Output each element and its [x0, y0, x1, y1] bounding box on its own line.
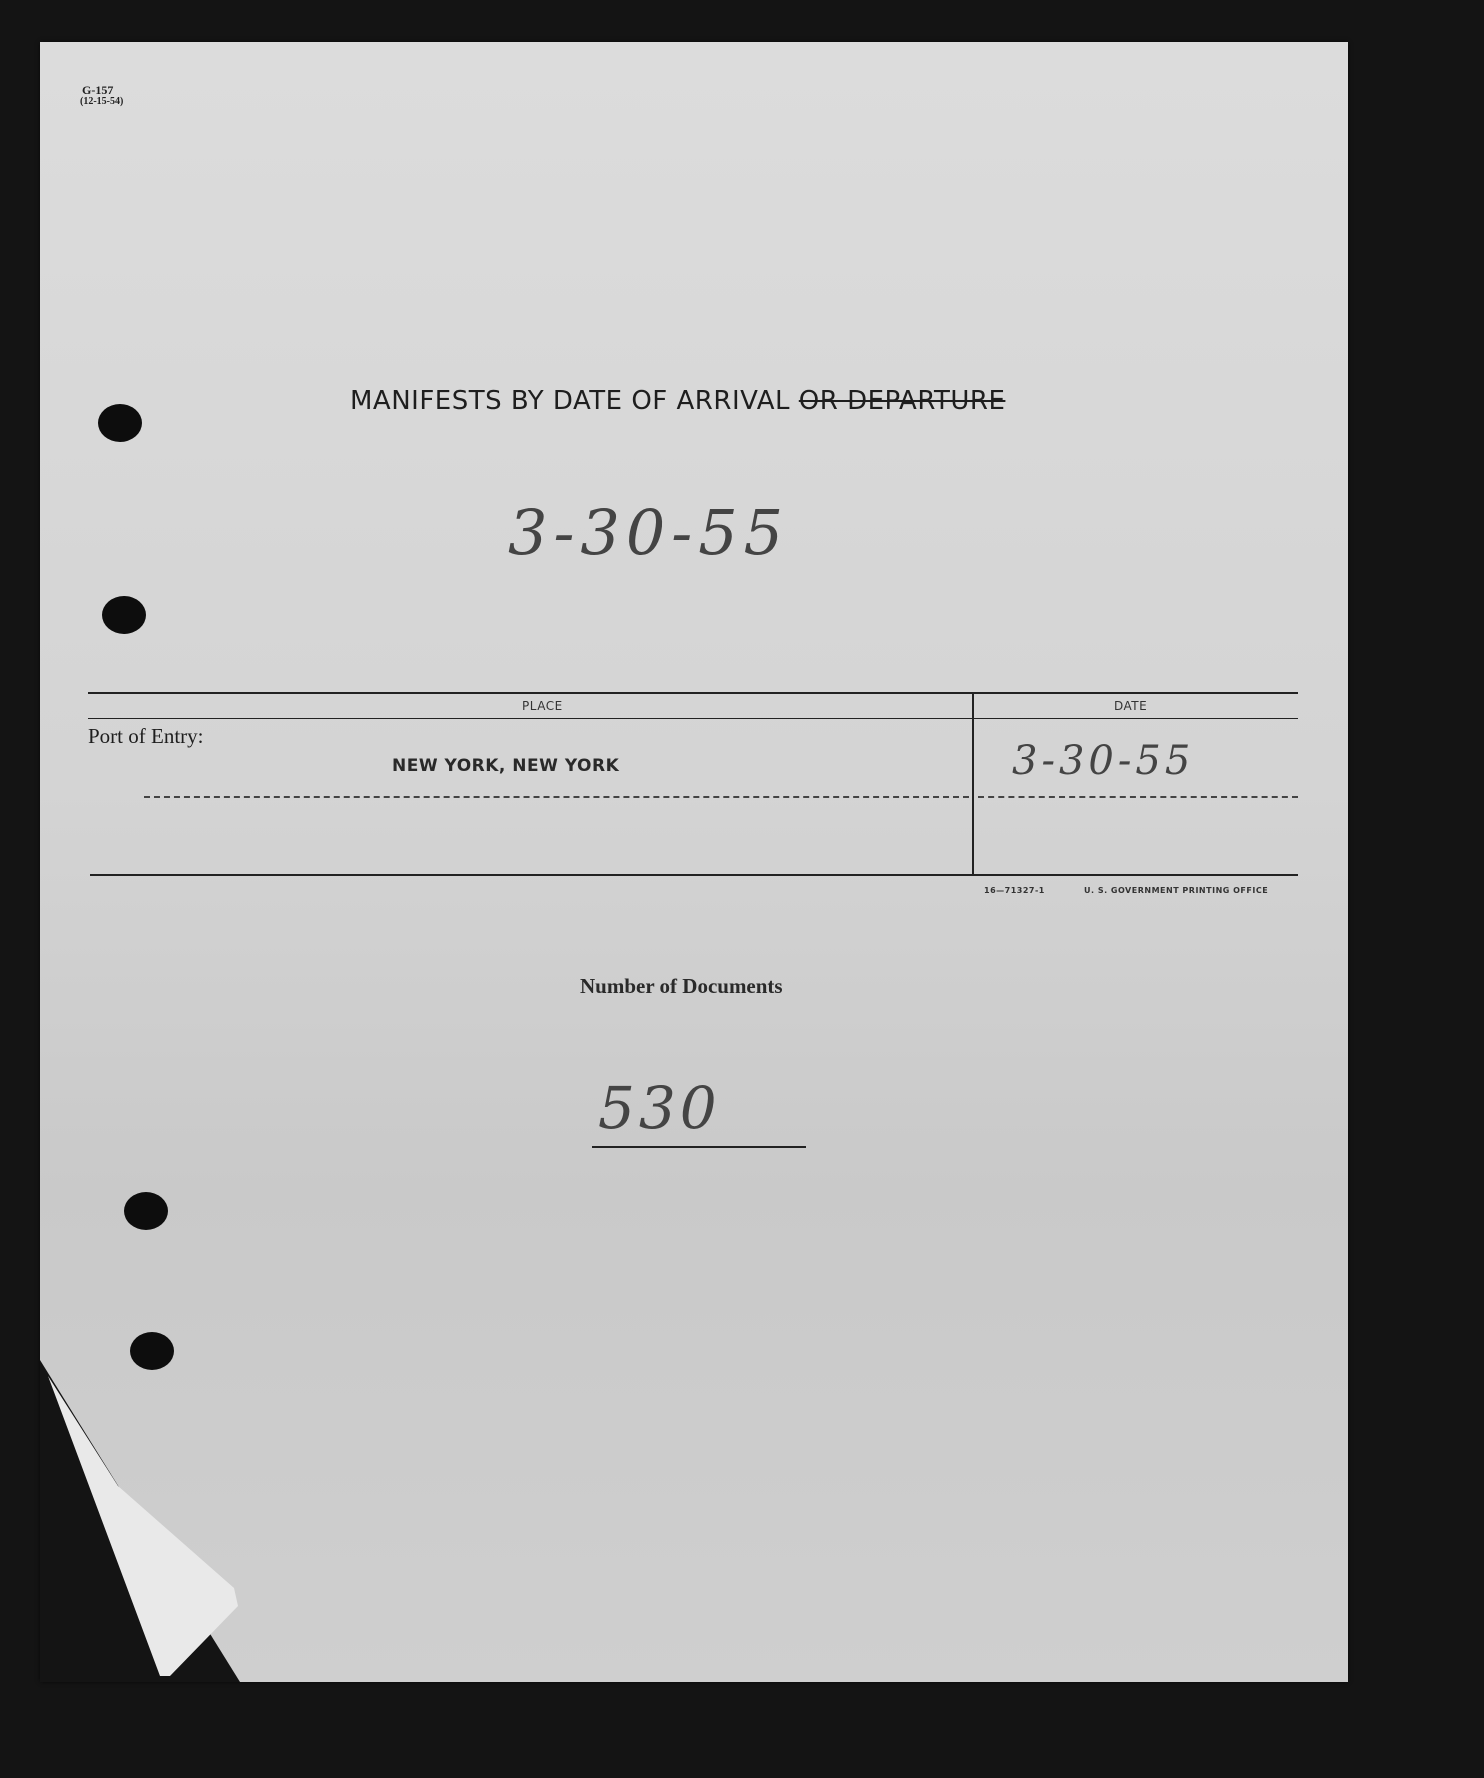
form-code — [82, 84, 123, 108]
title-struck-text: OR DEPARTURE — [798, 386, 1006, 416]
port-of-entry-label: Port of Entry: — [88, 724, 204, 748]
handwritten-document-count: 530 — [598, 1074, 721, 1142]
page-title — [350, 386, 1005, 416]
date-column-header: DATE — [1114, 699, 1148, 713]
port-of-entry-value: NEW YORK, NEW YORK — [392, 756, 620, 776]
table-bottom-rule — [90, 874, 1298, 876]
document-count-underline — [592, 1146, 806, 1148]
form-number: G-157 — [82, 83, 114, 97]
punch-hole — [124, 1192, 168, 1230]
manifest-cover-sheet — [40, 42, 1348, 1682]
form-revision-date: (12-15-54) — [80, 96, 124, 107]
punch-hole — [102, 596, 146, 634]
table-top-rule — [88, 692, 1298, 694]
title-main: MANIFESTS BY DATE OF ARRIVAL — [350, 386, 791, 416]
table-header-rule — [88, 718, 1298, 719]
handwritten-date-value: 3-30-55 — [1012, 738, 1195, 784]
punch-hole — [98, 404, 142, 442]
place-column-header: PLACE — [522, 699, 563, 713]
punch-hole — [130, 1332, 174, 1370]
print-number: 16—71327-1 — [984, 886, 1045, 895]
handwritten-arrival-date: 3-30-55 — [508, 496, 790, 569]
printing-office: U. S. GOVERNMENT PRINTING OFFICE — [1084, 886, 1269, 895]
place-dotted-line — [144, 796, 969, 798]
date-dotted-line — [978, 796, 1298, 798]
table-column-divider — [972, 692, 974, 874]
number-of-documents-label: Number of Documents — [580, 974, 783, 998]
